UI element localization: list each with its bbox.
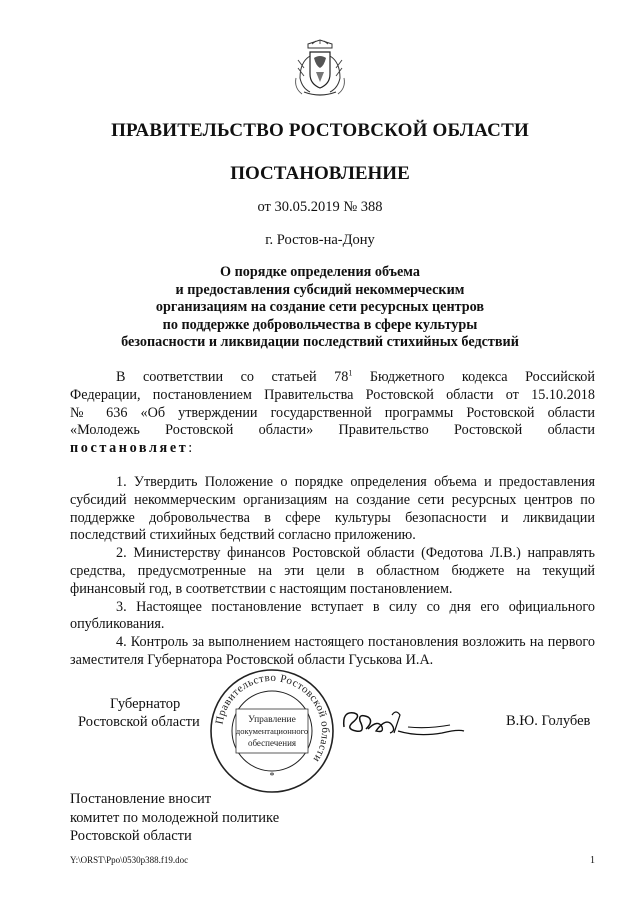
handwritten-signature-icon — [338, 703, 468, 743]
file-path: Y:\ORST\Ppo\0530p388.f19.doc — [70, 855, 189, 865]
title-line: О порядке определения объема — [220, 264, 420, 280]
document-type: ПОСТАНОВЛЕНИЕ — [230, 163, 410, 184]
coat-of-arms-icon — [290, 38, 350, 100]
title-line: безопасности и ликвидации последствий стихийных бедствий — [121, 334, 519, 351]
decree-item: 2. Министерству финансов Ростовской области (Федотова Л.В.) направлять средства, предусмотренные на эти цели в областном бюджете на текущий финансовый год, в соответствии с настоящим постановлением. — [70, 545, 595, 597]
preamble-line: В соответствии со статьей $78^1$ Бюджетного кодекса Российской — [116, 368, 595, 385]
official-seal-icon — [208, 667, 336, 795]
seal-center-line: Управление — [248, 715, 296, 725]
decree-word: постановляет: — [70, 440, 193, 457]
seal-center-line: обеспечения — [247, 738, 297, 748]
decree-item: 3. Настоящее постановление вступает в силу со дня его официального опубликования. — [70, 598, 595, 633]
title-line: и предоставления субсидий некоммерческим — [175, 281, 465, 298]
title-line: по поддержке добровольчества в сфере культуры — [162, 316, 478, 333]
preamble-line: Федерации, постановлением Правительства Ростовской области от 15.10.2018 — [70, 386, 595, 403]
seal-center-line: документационного — [235, 726, 309, 736]
decree-item: 1. Утвердить Положение о порядке определения объема и предоставления субсидий некоммерческим организациям на создание сети ресурсных центров по поддержке добровольчества в сфере культуры безопасности и ликвидации последствий стихийных бедствий согласно приложению. — [70, 474, 595, 544]
title-line: организациям на создание сети ресурсных центров — [155, 299, 485, 316]
seal-ring-text: Правительство Ростовской области — [213, 671, 332, 765]
document-title — [60, 264, 580, 352]
decree-item: 4. Контроль за выполнением настоящего постановления возложить на первого заместителя Губернатора Ростовской области Гуськова И.А. — [70, 634, 595, 668]
signatory-position: Губернатор Ростовской области — [78, 696, 200, 730]
preamble — [70, 369, 595, 458]
preamble-line: № 636 «Об утверждении государственной программы Ростовской области — [70, 404, 595, 421]
signatory-name: В.Ю. Голубев — [506, 713, 591, 729]
document-date-number: от 30.05.2019 № 388 — [257, 199, 383, 215]
introduced-by: Постановление вносит комитет по молодежной политике Ростовской области — [70, 791, 280, 844]
government-name: ПРАВИТЕЛЬСТВО РОСТОВСКОЙ ОБЛАСТИ — [111, 120, 529, 141]
svg-text:*: * — [269, 771, 275, 782]
article-superscript: 1 — [348, 368, 353, 378]
decree-items — [70, 474, 595, 670]
preamble-line: «Молодежь Ростовской области» Правительство Ростовской области — [70, 422, 595, 439]
page-number: 1 — [590, 855, 595, 866]
document-city: г. Ростов-на-Дону — [265, 232, 375, 248]
